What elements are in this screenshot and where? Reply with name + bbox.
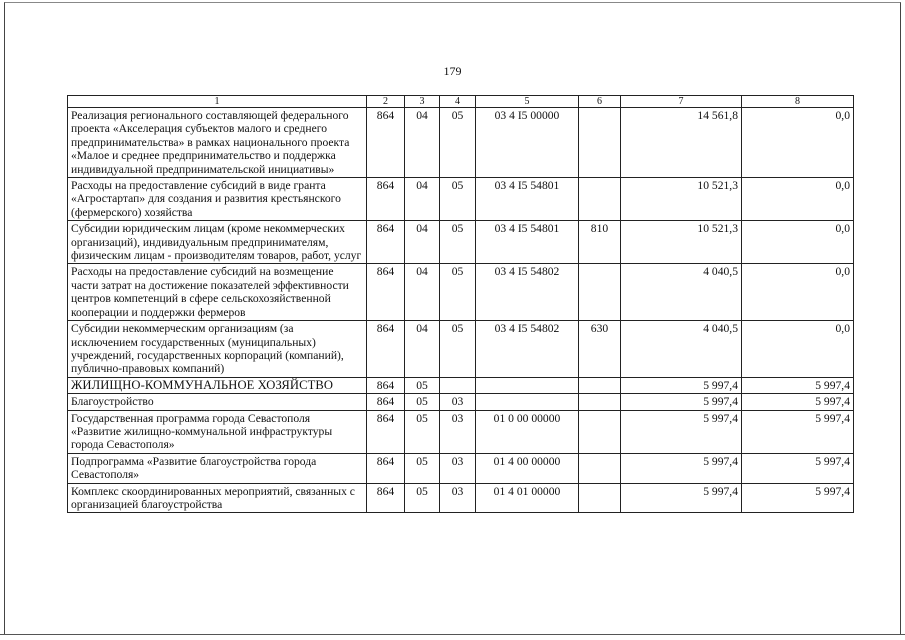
row-name: Комплекс скоординированных мероприятий, связанных с организацией благоустройства xyxy=(68,483,367,513)
row-expense-type xyxy=(579,453,621,483)
col-header-subsection: 4 xyxy=(440,96,476,108)
col-header-grbs: 2 xyxy=(367,96,405,108)
row-sum-year2: 0,0 xyxy=(742,108,854,178)
row-grbs: 864 xyxy=(367,483,405,513)
row-target-article xyxy=(476,394,579,410)
row-target-article: 03 4 I5 54801 xyxy=(476,178,579,221)
row-name: Расходы на предоставление субсидий на возмещение части затрат на достижение показателей эффективности центров компетенций в сфере сельскохозяйственной кооперации и поддержки фермеров xyxy=(68,264,367,321)
row-grbs: 864 xyxy=(367,108,405,178)
row-grbs: 864 xyxy=(367,394,405,410)
row-section: 04 xyxy=(405,178,440,221)
row-grbs: 864 xyxy=(367,377,405,393)
row-expense-type xyxy=(579,410,621,453)
row-subsection xyxy=(440,377,476,393)
row-sum-year2: 5 997,4 xyxy=(742,410,854,453)
row-grbs: 864 xyxy=(367,321,405,378)
row-name: Субсидии юридическим лицам (кроме некоммерческих организаций), индивидуальным предпринимателям, физическим лицам - производителям товаров, работ, услуг xyxy=(68,221,367,264)
row-grbs: 864 xyxy=(367,453,405,483)
col-header-target-article: 5 xyxy=(476,96,579,108)
table-row xyxy=(68,453,854,483)
row-section: 04 xyxy=(405,321,440,378)
row-sum-year2: 0,0 xyxy=(742,321,854,378)
row-name: Благоустройство xyxy=(68,394,367,410)
row-subsection: 05 xyxy=(440,221,476,264)
row-expense-type xyxy=(579,178,621,221)
row-target-article: 01 4 01 00000 xyxy=(476,483,579,513)
table-row xyxy=(68,264,854,321)
row-name: Реализация регионального составляющей федерального проекта «Акселерация субъектов малого и среднего предпринимательства» в рамках национального проекта «Малое и среднее предпринимательство и поддержка индивидуальной предпринимательской инициативы» xyxy=(68,108,367,178)
row-section: 05 xyxy=(405,410,440,453)
table-row xyxy=(68,221,854,264)
row-sum-year1: 14 561,8 xyxy=(621,108,742,178)
row-target-article: 01 0 00 00000 xyxy=(476,410,579,453)
row-name: Государственная программа города Севастополя «Развитие жилищно-коммунальной инфраструктуры города Севастополя» xyxy=(68,410,367,453)
row-sum-year2: 5 997,4 xyxy=(742,377,854,393)
row-expense-type xyxy=(579,108,621,178)
row-expense-type xyxy=(579,264,621,321)
col-header-sum-year2: 8 xyxy=(742,96,854,108)
row-target-article: 03 4 I5 00000 xyxy=(476,108,579,178)
row-grbs: 864 xyxy=(367,410,405,453)
row-target-article: 03 4 I5 54801 xyxy=(476,221,579,264)
row-target-article: 03 4 I5 54802 xyxy=(476,264,579,321)
row-subsection: 03 xyxy=(440,453,476,483)
row-expense-type xyxy=(579,394,621,410)
row-section: 05 xyxy=(405,453,440,483)
table-row xyxy=(68,178,854,221)
row-sum-year2: 5 997,4 xyxy=(742,453,854,483)
row-target-article: 03 4 I5 54802 xyxy=(476,321,579,378)
row-section: 04 xyxy=(405,264,440,321)
row-sum-year1: 5 997,4 xyxy=(621,453,742,483)
row-sum-year1: 5 997,4 xyxy=(621,394,742,410)
row-subsection: 05 xyxy=(440,321,476,378)
row-grbs: 864 xyxy=(367,264,405,321)
col-header-name: 1 xyxy=(68,96,367,108)
row-expense-type xyxy=(579,483,621,513)
row-expense-type: 810 xyxy=(579,221,621,264)
row-sum-year1: 5 997,4 xyxy=(621,483,742,513)
row-name: Субсидии некоммерческим организациям (за исключением государственных (муниципальных) учреждений, государственных корпораций (компаний), публично-правовых компаний) xyxy=(68,321,367,378)
row-subsection: 05 xyxy=(440,264,476,321)
table-row xyxy=(68,483,854,513)
column-number-header-row xyxy=(68,96,854,108)
col-header-expense-type: 6 xyxy=(579,96,621,108)
row-section: 05 xyxy=(405,377,440,393)
row-sum-year1: 4 040,5 xyxy=(621,264,742,321)
row-sum-year2: 0,0 xyxy=(742,264,854,321)
row-subsection: 03 xyxy=(440,483,476,513)
table-row xyxy=(68,377,854,393)
row-section: 05 xyxy=(405,394,440,410)
table-row xyxy=(68,410,854,453)
row-subsection: 05 xyxy=(440,108,476,178)
row-target-article xyxy=(476,377,579,393)
table-row xyxy=(68,321,854,378)
row-name: Подпрограмма «Развитие благоустройства города Севастополя» xyxy=(68,453,367,483)
row-subsection: 03 xyxy=(440,394,476,410)
row-name: ЖИЛИЩНО-КОММУНАЛЬНОЕ ХОЗЯЙСТВО xyxy=(68,377,367,393)
row-grbs: 864 xyxy=(367,221,405,264)
row-sum-year2: 5 997,4 xyxy=(742,483,854,513)
row-sum-year2: 5 997,4 xyxy=(742,394,854,410)
table-row xyxy=(68,394,854,410)
col-header-sum-year1: 7 xyxy=(621,96,742,108)
row-sum-year1: 10 521,3 xyxy=(621,178,742,221)
row-sum-year1: 5 997,4 xyxy=(621,410,742,453)
row-sum-year1: 10 521,3 xyxy=(621,221,742,264)
row-sum-year1: 4 040,5 xyxy=(621,321,742,378)
row-subsection: 03 xyxy=(440,410,476,453)
row-subsection: 05 xyxy=(440,178,476,221)
row-section: 04 xyxy=(405,221,440,264)
row-section: 04 xyxy=(405,108,440,178)
scan-bottom-edge xyxy=(0,634,905,635)
row-sum-year1: 5 997,4 xyxy=(621,377,742,393)
row-expense-type xyxy=(579,377,621,393)
row-section: 05 xyxy=(405,483,440,513)
row-target-article: 01 4 00 00000 xyxy=(476,453,579,483)
page-number: 179 xyxy=(443,64,462,78)
row-sum-year2: 0,0 xyxy=(742,221,854,264)
table-row xyxy=(68,108,854,178)
row-sum-year2: 0,0 xyxy=(742,178,854,221)
row-grbs: 864 xyxy=(367,178,405,221)
row-expense-type: 630 xyxy=(579,321,621,378)
budget-table xyxy=(67,95,854,513)
row-name: Расходы на предоставление субсидий в виде гранта «Агростартап» для создания и развития крестьянского (фермерского) хозяйства xyxy=(68,178,367,221)
col-header-section: 3 xyxy=(405,96,440,108)
